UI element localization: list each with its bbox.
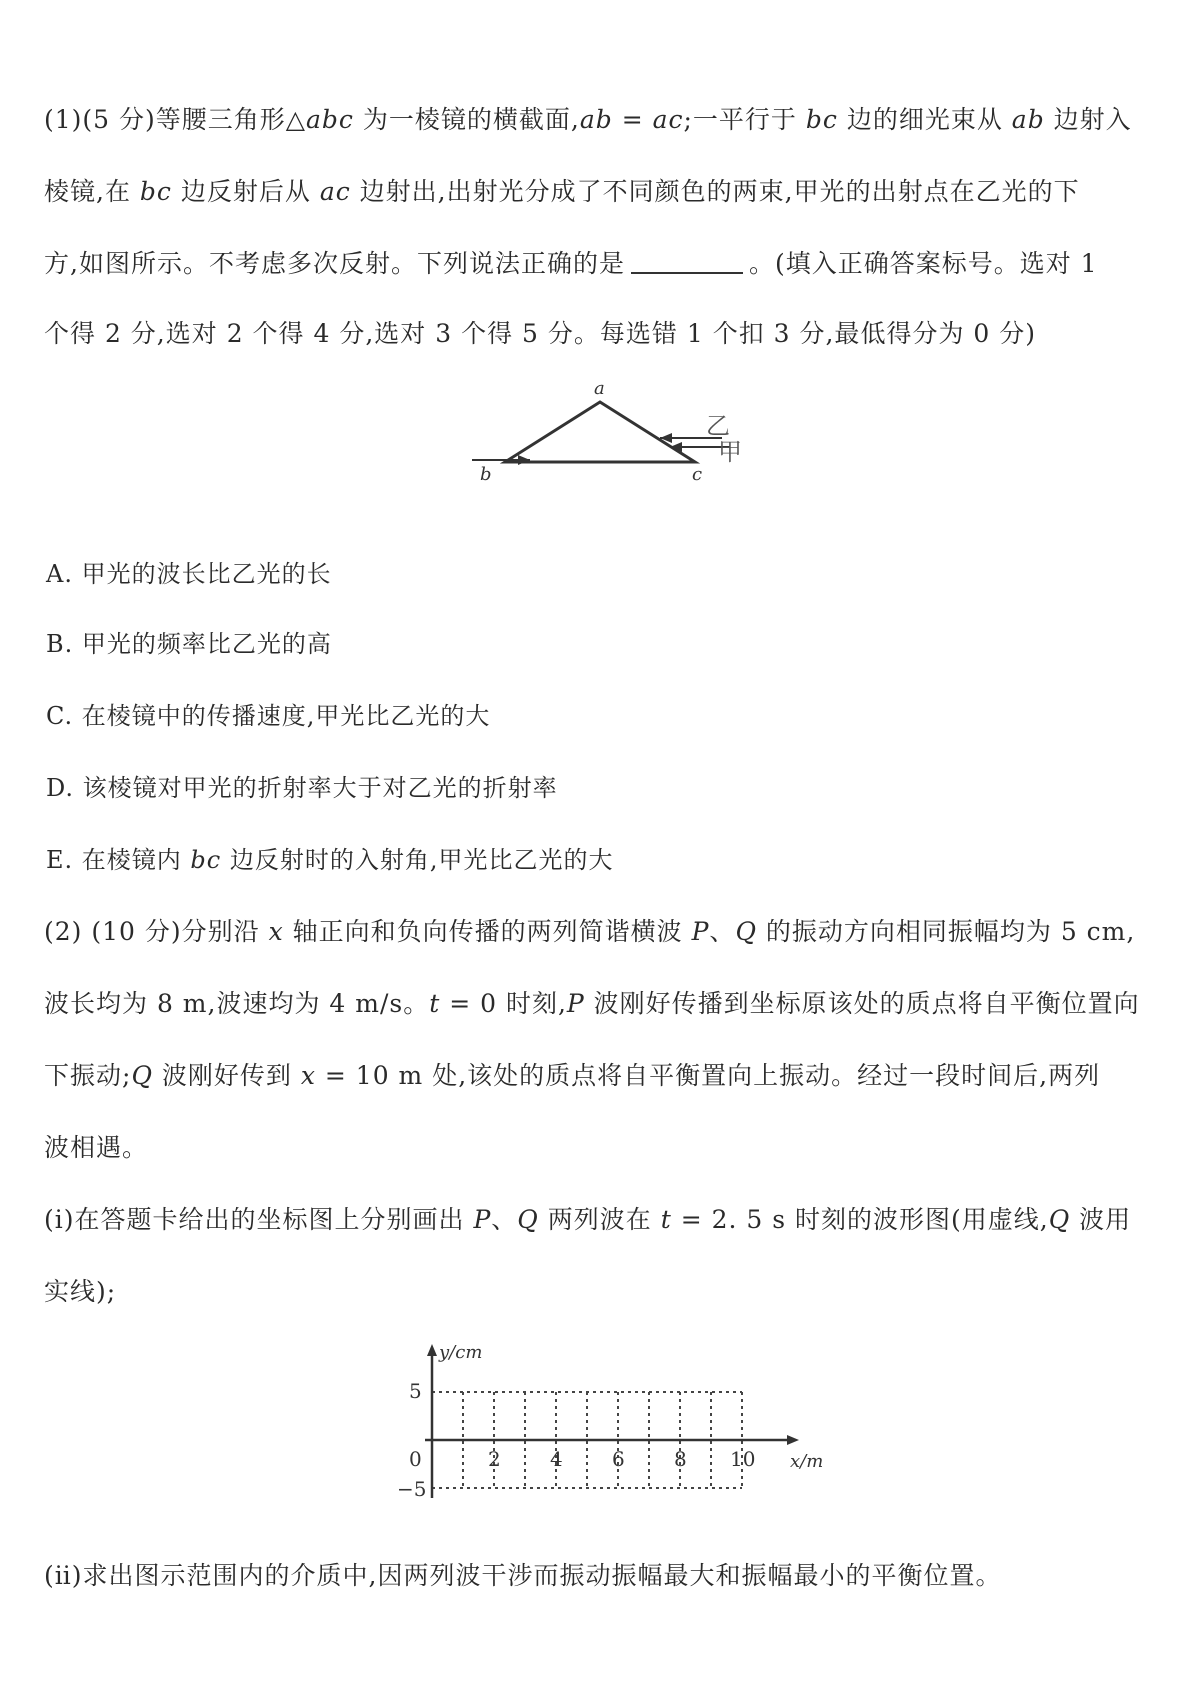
- vertex-label-b: b: [480, 464, 492, 485]
- q2-line-2: 波长均为 8 m,波速均为 4 m/s。t = 0 时刻,P 波刚好传播到坐标原该处的质点将自平衡位置向: [44, 989, 1140, 1018]
- y-axis-label: y/cm: [439, 1342, 483, 1363]
- q1-line-4: 个得 2 分,选对 2 个得 4 分,选对 3 个得 5 分。每选错 1 个扣 3 分,最低得分为 0 分): [44, 319, 1036, 348]
- x-axis-arrowhead: [787, 1435, 799, 1445]
- q1-line-3: 方,如图所示。不考虑多次反射。下列说法正确的是 。(填入正确答案标号。选对 1: [44, 249, 1098, 278]
- option-e[interactable]: E. 在棱镜内 bc 边反射时的入射角,甲光比乙光的大: [46, 846, 614, 874]
- y-tick-0: 0: [409, 1447, 422, 1471]
- q2-sub-ii: (ⅱ)求出图示范围内的介质中,因两列波干涉而振动振幅最大和振幅最小的平衡位置。: [44, 1561, 1002, 1590]
- q2-line-4: 波相遇。: [44, 1133, 149, 1162]
- y-axis-arrowhead: [427, 1344, 437, 1356]
- q2-line-1: (2) (10 分)分别沿 x 轴正向和负向传播的两列简谐横波 P、Q 的振动方向相同振幅均为 5 cm,: [44, 917, 1136, 946]
- y-tick-minus5: −5: [397, 1477, 427, 1501]
- x-axis-label: x/m: [790, 1451, 824, 1472]
- vertex-label-a: a: [594, 380, 605, 399]
- beam-label-yi: 乙: [706, 412, 730, 440]
- option-a[interactable]: A. 甲光的波长比乙光的长: [46, 560, 332, 588]
- option-d[interactable]: D. 该棱镜对甲光的折射率大于对乙光的折射率: [46, 774, 558, 802]
- wave-grid-figure: [395, 1340, 845, 1525]
- answer-blank[interactable]: [631, 272, 743, 274]
- x-tick-10: 10: [730, 1447, 756, 1471]
- q1-line-2: 棱镜,在 bc 边反射后从 ac 边射出,出射光分成了不同颜色的两束,甲光的出射点在乙光的下: [44, 177, 1080, 206]
- prism-figure: [470, 380, 770, 510]
- q2-sub-i-line-1: (ⅰ)在答题卡给出的坐标图上分别画出 P、Q 两列波在 t = 2. 5 s 时刻的波形图(用虚线,Q 波用: [44, 1205, 1132, 1234]
- q2-sub-i-line-2: 实线);: [44, 1277, 117, 1306]
- y-tick-5: 5: [409, 1379, 422, 1403]
- vertex-label-c: c: [692, 464, 703, 485]
- q2-line-3: 下振动;Q 波刚好传到 x = 10 m 处,该处的质点将自平衡置向上振动。经过一段时间后,两列: [44, 1061, 1101, 1090]
- x-tick-4: 4: [550, 1447, 563, 1471]
- beam-label-jia: 甲: [718, 438, 742, 466]
- x-tick-8: 8: [674, 1447, 687, 1471]
- x-tick-2: 2: [488, 1447, 501, 1471]
- q1-line-1: (1)(5 分)等腰三角形△abc 为一棱镜的横截面,ab = ac;一平行于 bc 边的细光束从 ab 边射入: [44, 105, 1132, 134]
- prism-triangle: [505, 402, 695, 462]
- x-tick-6: 6: [612, 1447, 625, 1471]
- option-b[interactable]: B. 甲光的频率比乙光的高: [46, 630, 332, 658]
- option-c[interactable]: C. 在棱镜中的传播速度,甲光比乙光的大: [46, 702, 491, 730]
